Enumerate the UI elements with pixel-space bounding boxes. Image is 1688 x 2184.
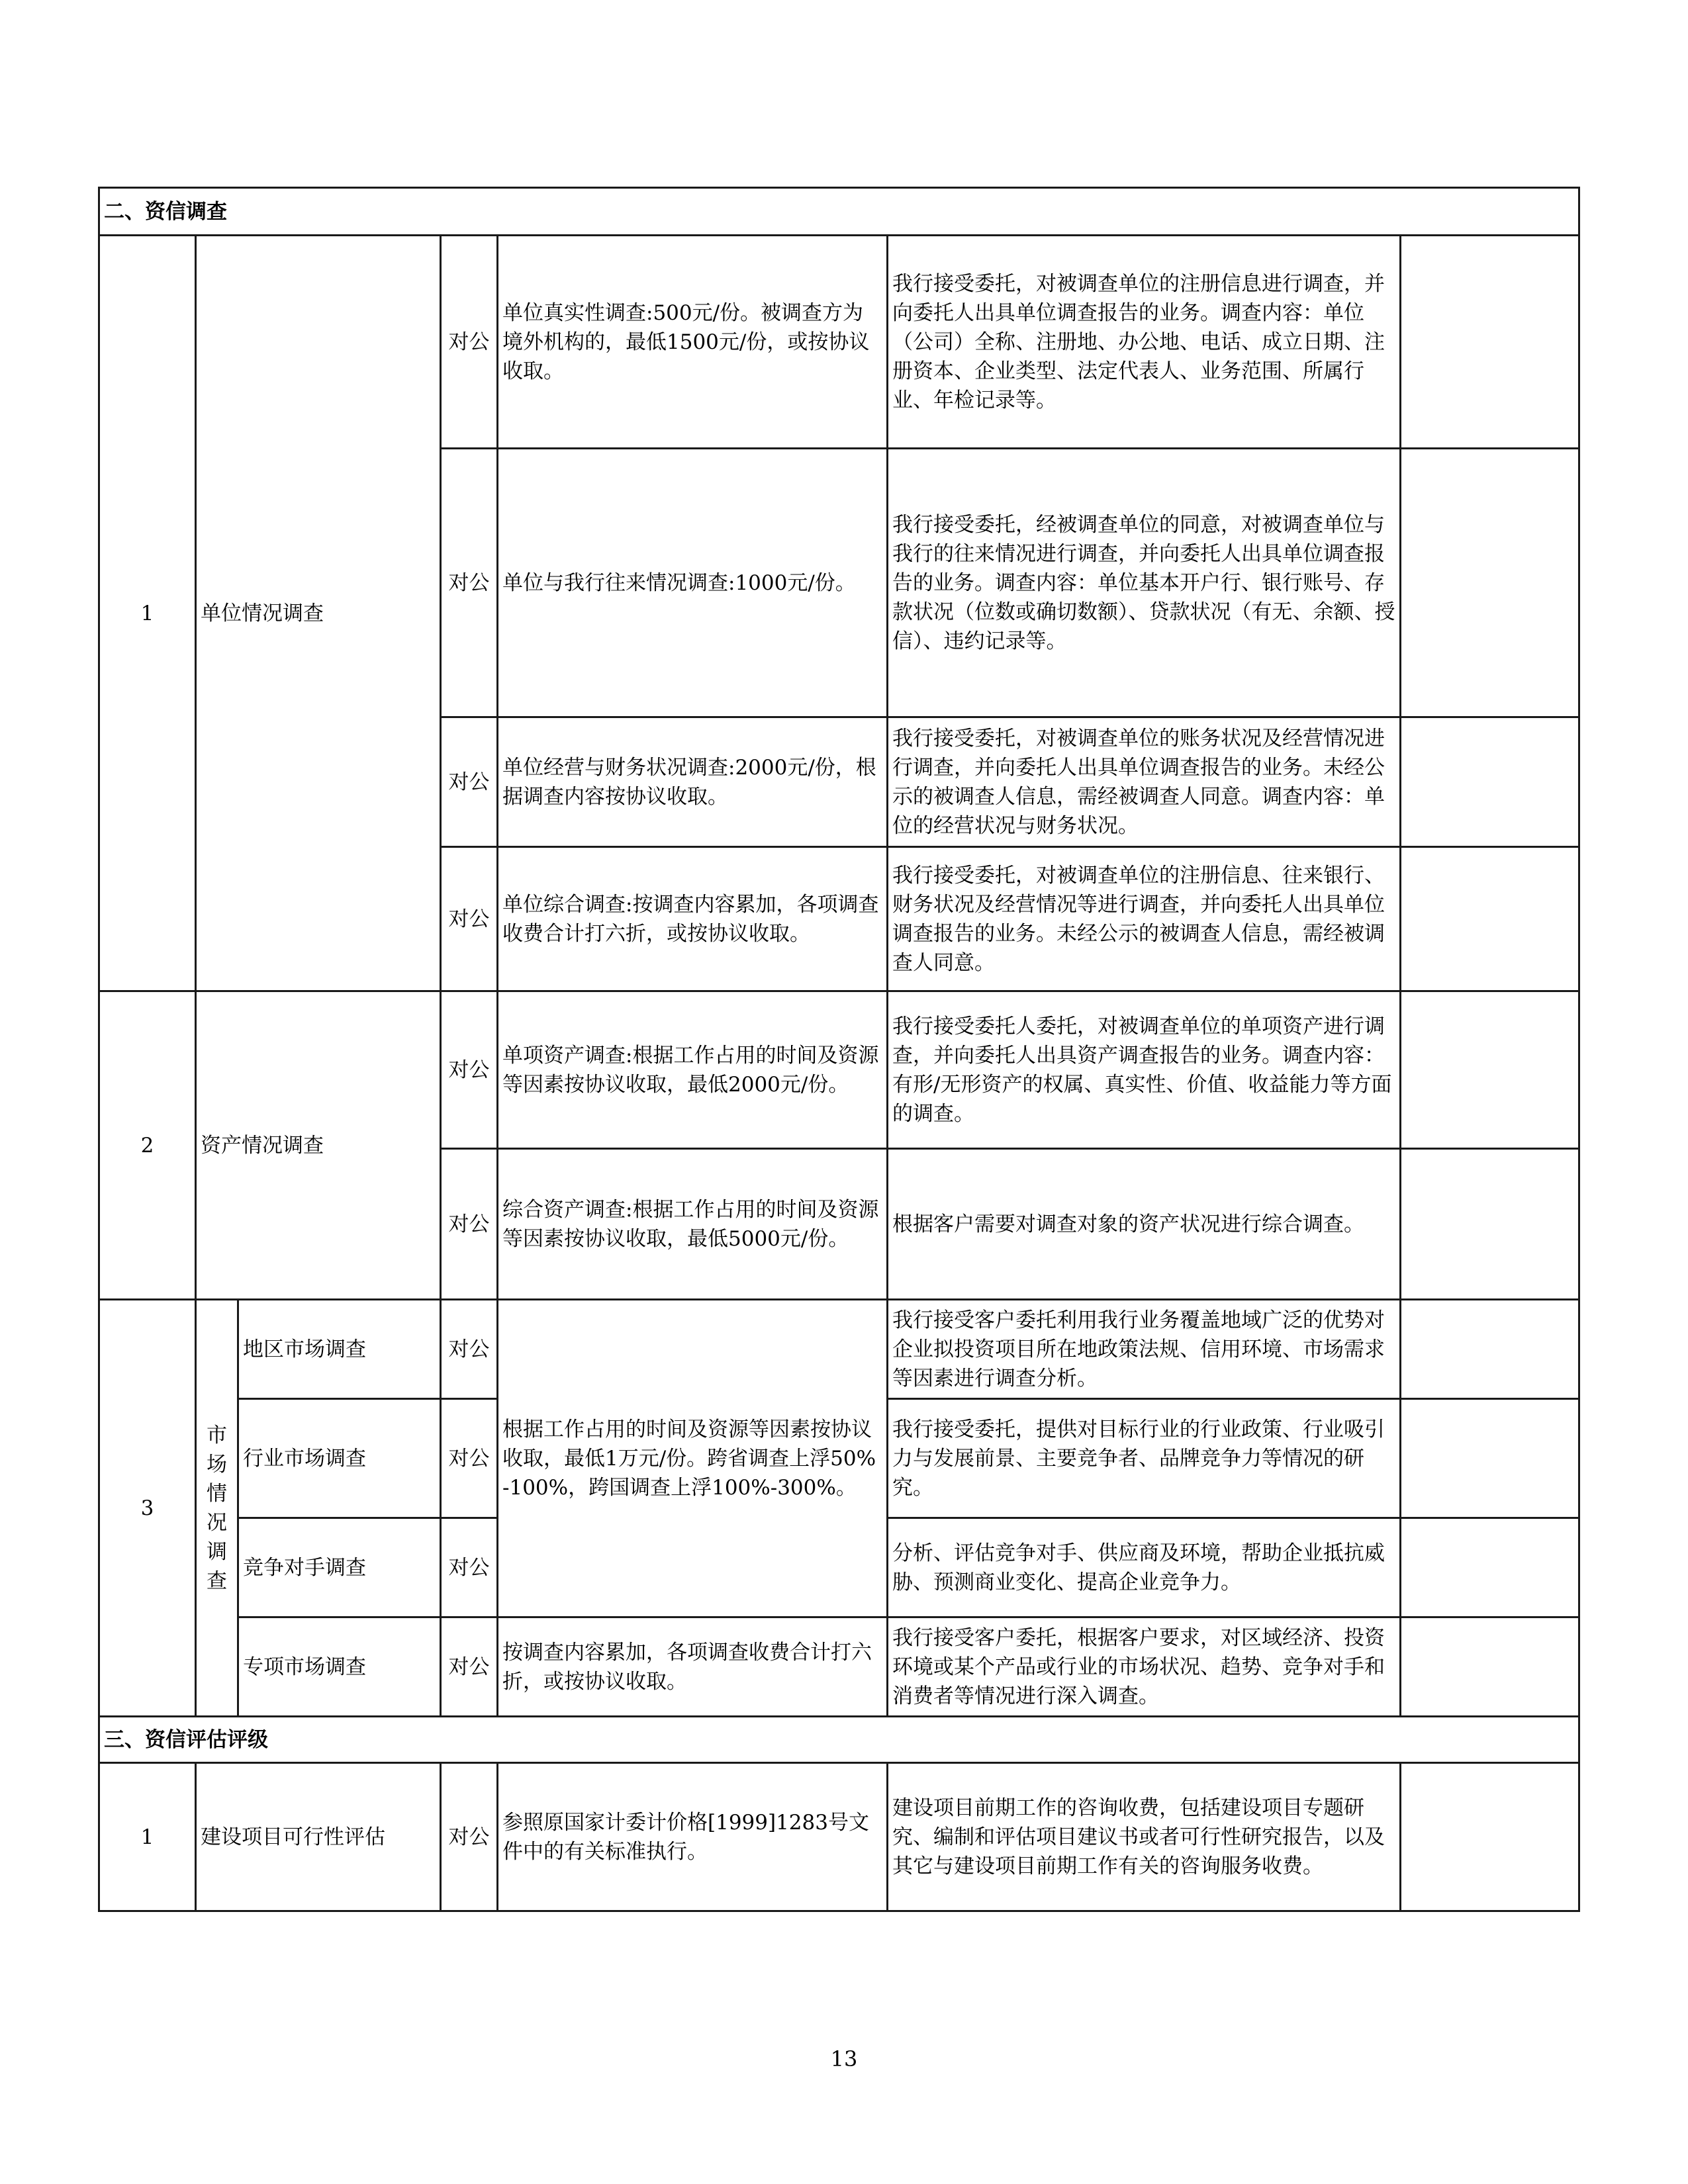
- remark: [1401, 1300, 1579, 1399]
- service-description: 建设项目前期工作的咨询收费，包括建设项目专题研究、编制和评估项目建议书或者可行性研究报告，以及其它与建设项目前期工作有关的咨询服务收费。: [888, 1763, 1401, 1911]
- service-description: 我行接受委托，对被调查单位的账务状况及经营情况进行调查，并向委托人出具单位调查报告的业务。未经公示的被调查人信息，需经被调查人同意。调查内容：单位的经营状况与财务状况。: [888, 717, 1401, 847]
- vertical-char: 情: [207, 1481, 227, 1506]
- section-header-row: [99, 188, 1579, 236]
- vertical-char: 查: [207, 1569, 227, 1593]
- client-type: 对公: [441, 449, 498, 717]
- client-type: 对公: [441, 1149, 498, 1300]
- item-name: 建设项目可行性评估: [196, 1763, 441, 1911]
- item-number: 2: [99, 991, 196, 1300]
- client-type: 对公: [441, 717, 498, 847]
- client-type: 对公: [441, 1617, 498, 1717]
- fee-table: [98, 187, 1580, 1912]
- market-category-label: [196, 1300, 238, 1717]
- client-type: 对公: [441, 236, 498, 449]
- client-type: 对公: [441, 847, 498, 991]
- fee-standard: 综合资产调查:根据工作占用的时间及资源等因素按协议收取，最低5000元/份。: [498, 1149, 888, 1300]
- remark: [1401, 1617, 1579, 1717]
- fee-standard: 单位真实性调查:500元/份。被调查方为境外机构的，最低1500元/份，或按协议收取。: [498, 236, 888, 449]
- service-description: 我行接受委托人委托，对被调查单位的单项资产进行调查，并向委托人出具资产调查报告的业务。调查内容：有形/无形资产的权属、真实性、价值、收益能力等方面的调查。: [888, 991, 1401, 1149]
- service-description: 我行接受委托，对被调查单位的注册信息进行调查，并向委托人出具单位调查报告的业务。调查内容：单位（公司）全称、注册地、办公地、电话、成立日期、注册资本、企业类型、法定代表人、业务范围、所属行业、年检记录等。: [888, 236, 1401, 449]
- client-type: 对公: [441, 991, 498, 1149]
- remark: [1401, 449, 1579, 717]
- item-number: 3: [99, 1300, 196, 1717]
- vertical-text: [201, 1421, 233, 1596]
- vertical-char: 调: [207, 1539, 227, 1564]
- remark: [1401, 236, 1579, 449]
- fee-standard: 单位与我行往来情况调查:1000元/份。: [498, 449, 888, 717]
- item-number: 1: [99, 236, 196, 991]
- remark: [1401, 1518, 1579, 1617]
- client-type: 对公: [441, 1518, 498, 1617]
- service-description: 我行接受委托，提供对目标行业的行业政策、行业吸引力与发展前景、主要竞争者、品牌竞争力等情况的研究。: [888, 1399, 1401, 1518]
- item-name: 资产情况调查: [196, 991, 441, 1300]
- item-name: 地区市场调查: [238, 1300, 441, 1399]
- item-name: 行业市场调查: [238, 1399, 441, 1518]
- service-description: 我行接受客户委托利用我行业务覆盖地域广泛的优势对企业拟投资项目所在地政策法规、信用环境、市场需求等因素进行调查分析。: [888, 1300, 1401, 1399]
- service-description: 我行接受客户委托，根据客户要求，对区域经济、投资环境或某个产品或行业的市场状况、趋势、竞争对手和消费者等情况进行深入调查。: [888, 1617, 1401, 1717]
- service-description: 分析、评估竞争对手、供应商及环境，帮助企业抵抗威胁、预测商业变化、提高企业竞争力。: [888, 1518, 1401, 1617]
- section-title: 二、资信调查: [99, 188, 1579, 236]
- page-number: 13: [830, 2046, 858, 2071]
- vertical-char: 场: [207, 1452, 227, 1477]
- fee-standard: 参照原国家计委计价格[1999]1283号文件中的有关标准执行。: [498, 1763, 888, 1911]
- item-name: 专项市场调查: [238, 1617, 441, 1717]
- table-row: [99, 1617, 1579, 1717]
- vertical-char: 市: [207, 1423, 227, 1447]
- client-type: 对公: [441, 1300, 498, 1399]
- remark: [1401, 1763, 1579, 1911]
- remark: [1401, 1149, 1579, 1300]
- vertical-char: 况: [207, 1510, 227, 1535]
- remark: [1401, 717, 1579, 847]
- remark: [1401, 1399, 1579, 1518]
- table-row: [99, 1300, 1579, 1399]
- table-row: [99, 236, 1579, 449]
- fee-standard: 按调查内容累加，各项调查收费合计打六折，或按协议收取。: [498, 1617, 888, 1717]
- service-description: 我行接受委托，经被调查单位的同意，对被调查单位与我行的往来情况进行调查，并向委托人出具单位调查报告的业务。调查内容：单位基本开户行、银行账号、存款状况（位数或确切数额）、贷款状况（有无、余额、授信）、违约记录等。: [888, 449, 1401, 717]
- item-name: 单位情况调查: [196, 236, 441, 991]
- fee-standard: 根据工作占用的时间及资源等因素按协议收取，最低1万元/份。跨省调查上浮50%-100%，跨国调查上浮100%-300%。: [498, 1300, 888, 1617]
- remark: [1401, 991, 1579, 1149]
- section-title: 三、资信评估评级: [99, 1717, 1579, 1763]
- service-description: 根据客户需要对调查对象的资产状况进行综合调查。: [888, 1149, 1401, 1300]
- client-type: 对公: [441, 1399, 498, 1518]
- item-number: 1: [99, 1763, 196, 1911]
- fee-standard: 单位综合调查:按调查内容累加，各项调查收费合计打六折，或按协议收取。: [498, 847, 888, 991]
- client-type: 对公: [441, 1763, 498, 1911]
- service-description: 我行接受委托，对被调查单位的注册信息、往来银行、财务状况及经营情况等进行调查，并向委托人出具单位调查报告的业务。未经公示的被调查人信息，需经被调查人同意。: [888, 847, 1401, 991]
- table-row: [99, 991, 1579, 1149]
- fee-standard: 单位经营与财务状况调查:2000元/份，根据调查内容按协议收取。: [498, 717, 888, 847]
- item-name: 竞争对手调查: [238, 1518, 441, 1617]
- table-row: [99, 1763, 1579, 1911]
- fee-standard: 单项资产调查:根据工作占用的时间及资源等因素按协议收取，最低2000元/份。: [498, 991, 888, 1149]
- section-header-row: [99, 1717, 1579, 1763]
- remark: [1401, 847, 1579, 991]
